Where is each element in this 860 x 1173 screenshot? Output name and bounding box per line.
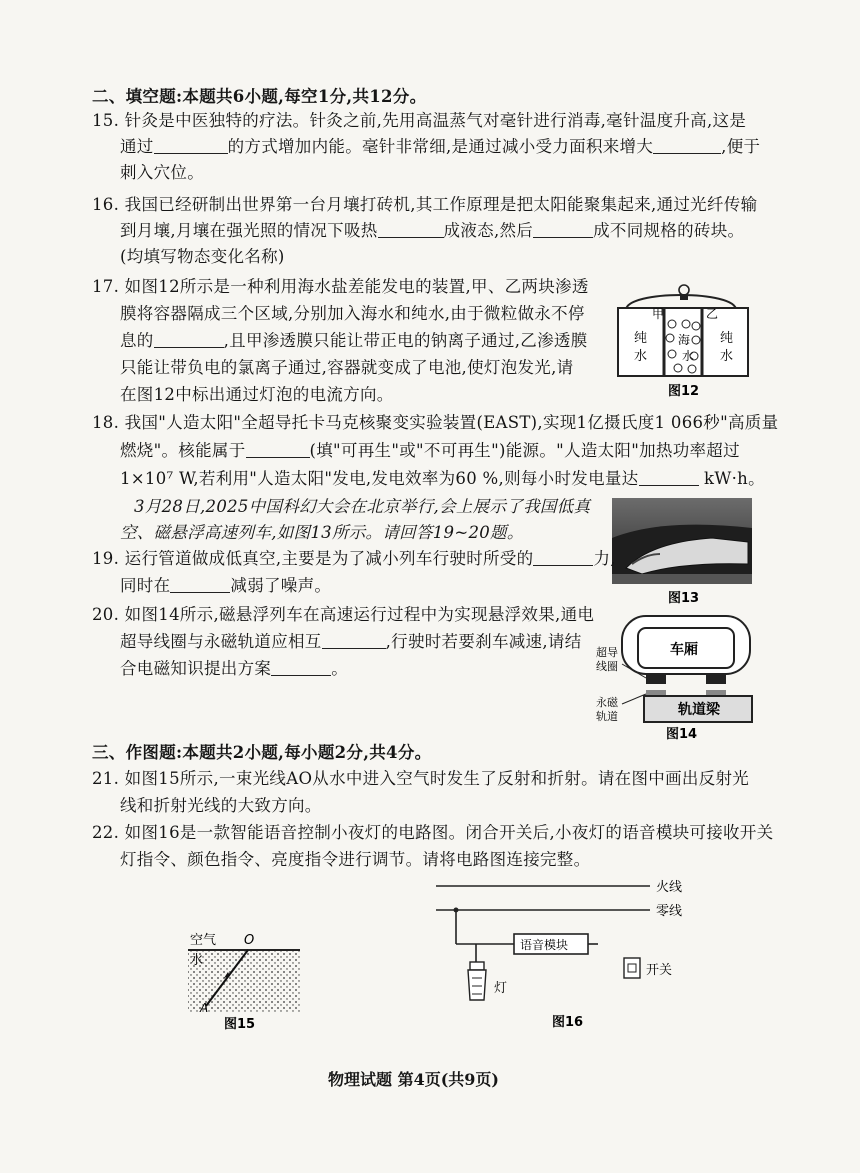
label-jia: 甲 bbox=[652, 307, 665, 321]
q18-line3: 1×10⁷ W,若利用"人造太阳"发电,发电效率为60 %,则每小时发电量达 kW·h。 bbox=[120, 469, 765, 488]
section-2-title: 二、填空题:本题共6小题,每空1分,共12分。 bbox=[92, 87, 427, 106]
car-label: 车厢 bbox=[670, 642, 698, 658]
figure-15-refraction bbox=[186, 928, 306, 1032]
voice-module-label: 语音模块 bbox=[520, 938, 569, 952]
q15-line2: 通过 的方式增加内能。毫针非常细,是通过减小受力面积来增大 ,便于 bbox=[120, 137, 761, 156]
lamp-label: 灯 bbox=[494, 981, 508, 996]
q20-line1: 20. 如图14所示,磁悬浮列车在高速运行过程中为实现悬浮效果,通电 bbox=[92, 605, 595, 624]
switch-icon bbox=[624, 958, 640, 978]
sea-water-2: 水 bbox=[682, 349, 695, 363]
bulb-icon bbox=[679, 285, 689, 295]
sea-water-1: 海 bbox=[678, 333, 691, 347]
answer-blank[interactable] bbox=[533, 549, 593, 566]
left-pure-water-1: 纯 bbox=[634, 331, 648, 346]
q22-line2: 灯指令、颜色指令、亮度指令进行调节。请将电路图连接完整。 bbox=[120, 850, 591, 869]
q17-line4: 只能让带负电的氯离子通过,容器就变成了电池,使灯泡发光,请 bbox=[120, 358, 574, 377]
beam-label: 轨道梁 bbox=[678, 702, 720, 718]
q21-line1: 21. 如图15所示,一束光线AO从水中进入空气时发生了反射和折射。请在图中画出反射光 bbox=[92, 769, 750, 788]
water-label: 水 bbox=[190, 953, 204, 968]
figure-12-caption: 图12 bbox=[668, 384, 700, 399]
answer-blank[interactable] bbox=[653, 137, 721, 154]
magnet-label-1: 永磁 bbox=[596, 696, 618, 709]
answer-blank[interactable] bbox=[154, 331, 224, 348]
figure-14-caption: 图14 bbox=[666, 727, 698, 742]
air-label: 空气 bbox=[190, 933, 217, 948]
figure-14-maglev-diagram bbox=[594, 612, 760, 742]
answer-blank[interactable] bbox=[322, 632, 386, 649]
q21-line2: 线和折射光线的大致方向。 bbox=[120, 796, 322, 815]
figure-12-saltwater-battery bbox=[608, 280, 756, 400]
q15-line1: 15. 针灸是中医独特的疗法。针灸之前,先用高温蒸气对毫针进行消毒,毫针温度升高,这是 bbox=[92, 111, 747, 130]
figure-13-maglev-photo bbox=[612, 498, 752, 608]
figure-13-caption: 图13 bbox=[668, 591, 700, 606]
figure-16-caption: 图16 bbox=[552, 1015, 584, 1030]
point-o-label: O bbox=[244, 933, 255, 948]
figure-15-caption: 图15 bbox=[224, 1017, 256, 1032]
intro-line2: 空、磁悬浮高速列车,如图13所示。请回答19~20题。 bbox=[120, 523, 524, 542]
label-yi: 乙 bbox=[706, 307, 719, 321]
answer-blank[interactable] bbox=[271, 659, 331, 676]
q16-line2: 到月壤,月壤在强光照的情况下吸热 成液态,然后 成不同规格的砖块。 bbox=[120, 221, 745, 240]
q17-line2: 膜将容器隔成三个区域,分别加入海水和纯水,由于微粒做永不停 bbox=[120, 304, 585, 323]
answer-blank[interactable] bbox=[639, 469, 699, 486]
coil-label-2: 线圈 bbox=[596, 660, 618, 673]
point-a-label: A bbox=[200, 1001, 209, 1015]
q18-line2: 燃烧"。核能属于 (填"可再生"或"不可再生")能源。"人造太阳"加热功率超过 bbox=[120, 441, 740, 460]
answer-blank[interactable] bbox=[246, 441, 310, 458]
neutral-wire-label: 零线 bbox=[656, 904, 683, 919]
right-pure-water-1: 纯 bbox=[720, 331, 734, 346]
answer-blank[interactable] bbox=[170, 576, 230, 593]
q17-line5: 在图12中标出通过灯泡的电流方向。 bbox=[120, 385, 394, 404]
q16-line1: 16. 我国已经研制出世界第一台月壤打砖机,其工作原理是把太阳能聚集起来,通过光纤传输 bbox=[92, 195, 758, 214]
switch-label: 开关 bbox=[646, 963, 673, 978]
figure-16-circuit bbox=[428, 874, 690, 1034]
q16-line3: (均填写物态变化名称) bbox=[120, 247, 285, 266]
page-footer: 物理试题 第4页(共9页) bbox=[328, 1070, 499, 1089]
q19-line1: 19. 运行管道做成低真空,主要是为了减小列车行驶时所受的 力, bbox=[92, 549, 616, 568]
q15-line3: 刺入穴位。 bbox=[120, 163, 204, 182]
q17-line1: 17. 如图12所示是一种利用海水盐差能发电的装置,甲、乙两块渗透 bbox=[92, 277, 589, 296]
left-pure-water-2: 水 bbox=[634, 349, 648, 364]
q20-line2: 超导线圈与永磁轨道应相互 ,行驶时若要刹车减速,请结 bbox=[120, 632, 582, 651]
coil-label-1: 超导 bbox=[596, 646, 618, 659]
q20-line3: 合电磁知识提出方案 。 bbox=[120, 659, 349, 678]
answer-blank[interactable] bbox=[378, 221, 444, 238]
intro-line1: 3月28日,2025中国科幻大会在北京举行,会上展示了我国低真 bbox=[134, 497, 591, 516]
section-3-title: 三、作图题:本题共2小题,每小题2分,共4分。 bbox=[92, 743, 432, 762]
lamp-icon bbox=[468, 970, 486, 1000]
answer-blank[interactable] bbox=[533, 221, 593, 238]
q22-line1: 22. 如图16是一款智能语音控制小夜灯的电路图。闭合开关后,小夜灯的语音模块可接收开关 bbox=[92, 823, 774, 842]
live-wire-label: 火线 bbox=[656, 880, 683, 895]
q17-line3: 息的 ,且甲渗透膜只能让带正电的钠离子通过,乙渗透膜 bbox=[120, 331, 588, 350]
right-pure-water-2: 水 bbox=[720, 349, 734, 364]
magnet-label-2: 轨道 bbox=[596, 710, 618, 723]
answer-blank[interactable] bbox=[154, 137, 228, 154]
q19-line2: 同时在 减弱了噪声。 bbox=[120, 576, 332, 595]
q18-line1: 18. 我国"人造太阳"全超导托卡马克核聚变实验装置(EAST),实现1亿摄氏度1 066秒"高质量 bbox=[92, 413, 779, 432]
